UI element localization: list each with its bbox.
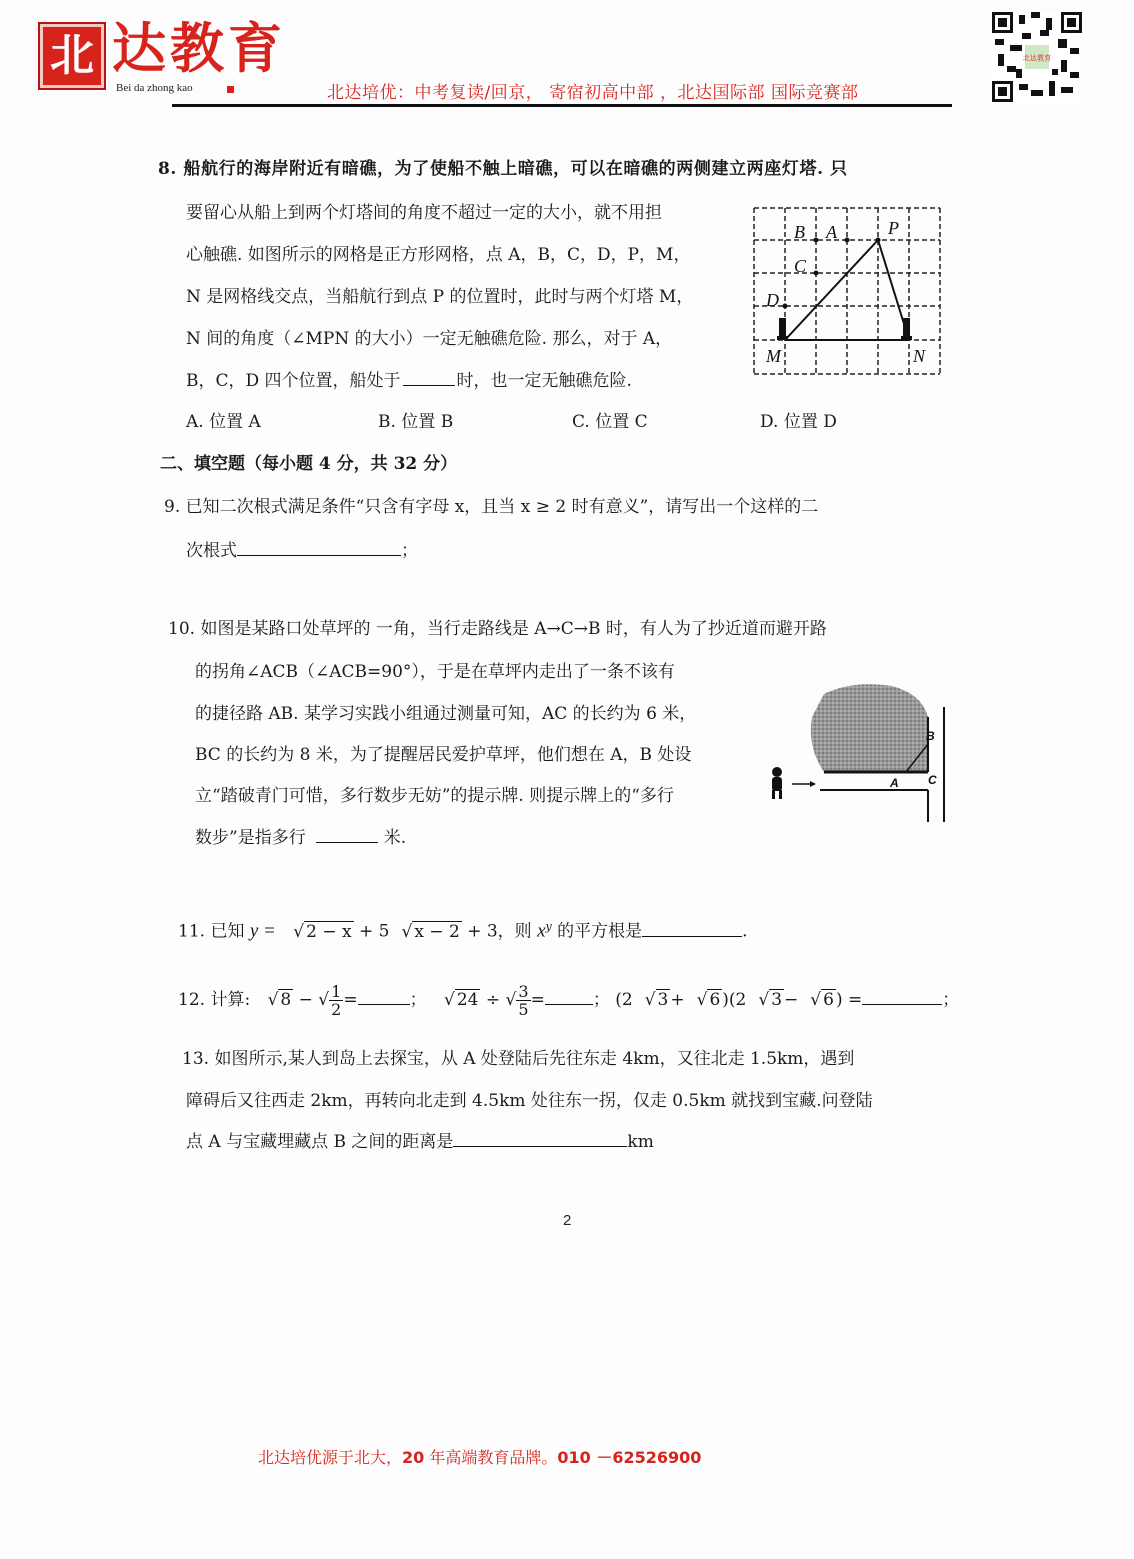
person-icon bbox=[772, 767, 782, 799]
q12-prefix: 12. 计算: bbox=[178, 990, 251, 1010]
label-b: B bbox=[794, 222, 805, 242]
q8-grid-figure bbox=[748, 200, 946, 386]
q11-plus-3: + 3，则 bbox=[467, 921, 532, 942]
label-b: B bbox=[926, 729, 935, 743]
footer bbox=[258, 1445, 701, 1468]
q11-plus-5: + 5 bbox=[359, 921, 390, 942]
label-n: N bbox=[913, 346, 926, 366]
point-a bbox=[845, 238, 850, 243]
q13-line-3 bbox=[186, 1130, 654, 1153]
q8-line-5: N 间的角度（∠MPN 的大小）一定无触礁危险. 那么，对于 A， bbox=[186, 329, 673, 349]
q8-option-d[interactable]: D. 位置 D bbox=[760, 412, 837, 432]
q11-answer-blank[interactable] bbox=[642, 920, 742, 937]
q9-answer-blank[interactable] bbox=[237, 539, 401, 556]
logo-mark-text: 北 bbox=[50, 30, 94, 81]
q8-line-6-a: B，C，D 四个位置，船处于 bbox=[186, 371, 401, 391]
q12-paren-close: ) = bbox=[835, 990, 863, 1010]
q8-option-b[interactable]: B. 位置 B bbox=[378, 412, 454, 432]
q8-line-2: 要留心从船上到两个灯塔间的角度不超过一定的大小，就不用担 bbox=[186, 203, 662, 223]
label-m: M bbox=[766, 346, 781, 366]
q11-suffix: 的平方根是 bbox=[557, 921, 643, 942]
q13-line-2: 障碍后又往西走 2km，再转向北走到 4.5km 处往东一拐，仅走 0.5km 就找到宝藏.问登陆 bbox=[186, 1091, 873, 1111]
q11-end: . bbox=[742, 921, 748, 942]
qr-code-icon bbox=[992, 12, 1082, 102]
q8-answer-blank[interactable] bbox=[403, 369, 455, 386]
q11-prefix: 11. 已知 bbox=[178, 921, 245, 942]
q12-sqrt-3a: √ 3 bbox=[644, 990, 669, 1010]
footer-text-b: 20 bbox=[402, 1448, 425, 1467]
q10-line-6-b: 米. bbox=[383, 828, 407, 848]
q8-line-6-b: 时，也一定无触礁危险. bbox=[456, 371, 632, 391]
q10-line-1: 10. 如图是某路口处草坪的 一角，当行走路线是 A→C→B 时，有人为了抄近道而避开路 bbox=[168, 619, 827, 639]
label-p: P bbox=[888, 218, 899, 238]
q10-line-3: 的捷径路 AB. 某学习实践小组通过测量可知，AC 的长约为 6 米， bbox=[195, 704, 697, 724]
lawn-area bbox=[811, 684, 928, 772]
q9-line-2 bbox=[186, 539, 418, 562]
q12-sqrt-3b: √ 3 bbox=[758, 990, 783, 1010]
q12-sqrt-6a: √ 6 bbox=[696, 990, 721, 1010]
q11-radical-1: √ 2 − x bbox=[293, 921, 352, 942]
q12-minus: − bbox=[298, 990, 313, 1010]
header-slogan: 北达培优：中考复读/回京， 寄宿初高中部 ，北达国际部 国际竞赛部 bbox=[327, 83, 859, 103]
q10-line-5: 立“踏破青门可惜，多行数步无妨”的提示牌. 则提示牌上的“多行 bbox=[195, 786, 674, 806]
q9-line-1: 9. 已知二次根式满足条件“只含有字母 x，且当 x ≥ 2 时有意义”，请写出一个这样的二 bbox=[164, 497, 819, 517]
header-divider bbox=[172, 104, 952, 107]
point-d bbox=[783, 304, 788, 309]
q10-line-6 bbox=[195, 826, 406, 849]
lighthouse-m-icon bbox=[777, 318, 788, 340]
q11-sup-y: y bbox=[545, 920, 552, 933]
q12-sqrt-6b: √ 6 bbox=[810, 990, 834, 1010]
q10-lawn-figure bbox=[762, 672, 952, 822]
q12-end: ； bbox=[942, 990, 960, 1010]
q12-minus-2: − bbox=[784, 990, 799, 1010]
q12-eq-2: = bbox=[530, 990, 545, 1010]
q12-answer-blank-2[interactable] bbox=[545, 988, 593, 1005]
q12-sqrt-24: √ 24 bbox=[444, 990, 479, 1010]
qr-center-label: 北达教育 bbox=[1022, 53, 1052, 63]
q9-line-2-b: ； bbox=[401, 541, 418, 561]
footer-phone: 010 －62526900 bbox=[557, 1448, 702, 1467]
q8-option-a[interactable]: A. 位置 A bbox=[186, 412, 261, 432]
page-number: 2 bbox=[563, 1212, 572, 1229]
point-c bbox=[814, 271, 819, 276]
label-c: C bbox=[928, 773, 937, 787]
q12-eq-1: = bbox=[343, 990, 358, 1010]
footer-text-a: 北达培优源于北大， bbox=[258, 1448, 403, 1467]
label-d: D bbox=[766, 290, 779, 310]
q8-line-6 bbox=[186, 369, 632, 392]
logo-text: 达教育 bbox=[112, 16, 286, 80]
q12-line: 12. 计算: √ 8 − √ $\frac{1}{2}$ = ； √ 24 ÷ √ $\frac{3}{5}$ = ； (2 √ 3 + √ 6 )(2 √ 3 − √ 6 ) = ； bbox=[178, 978, 959, 1022]
point-b bbox=[814, 238, 819, 243]
logo-mark bbox=[38, 22, 106, 90]
footer-text-c: 年高端教育品牌。 bbox=[424, 1448, 558, 1467]
q12-frac-3-5: $\frac{3}{5}$ bbox=[518, 982, 529, 1019]
label-a: A bbox=[890, 776, 899, 790]
q13-line-3-b: km bbox=[627, 1132, 654, 1152]
q12-sep-2: ； bbox=[592, 990, 610, 1010]
q8-option-c[interactable]: C. 位置 C bbox=[572, 412, 648, 432]
logo-subtitle: Bei da zhong kao bbox=[116, 82, 193, 94]
q9-line-2-a: 次根式 bbox=[186, 541, 237, 561]
q12-frac-1-2: $\frac{1}{2}$ bbox=[331, 982, 342, 1019]
q13-line-1: 13. 如图所示,某人到岛上去探宝，从 A 处登陆后先往东走 4km，又往北走 1.5km，遇到 bbox=[182, 1049, 855, 1069]
q12-paren-mid: )(2 bbox=[722, 990, 747, 1010]
q10-line-2: 的拐角∠ACB（∠ACB=90°），于是在草坪内走出了一条不该有 bbox=[195, 662, 675, 682]
q11-line bbox=[178, 916, 748, 943]
q8-line-1: 8. 船航行的海岸附近有暗礁，为了使船不触上暗礁，可以在暗礁的两侧建立两座灯塔. 只 bbox=[158, 159, 848, 179]
q13-line-3-a: 点 A 与宝藏埋藏点 B 之间的距离是 bbox=[186, 1132, 454, 1152]
q12-plus: + bbox=[670, 990, 685, 1010]
q12-answer-blank-3[interactable] bbox=[862, 988, 942, 1005]
q13-answer-blank[interactable] bbox=[453, 1130, 627, 1147]
q12-sep-1: ； bbox=[409, 990, 427, 1010]
q12-div: ÷ bbox=[485, 990, 501, 1010]
q12-paren-open: (2 bbox=[615, 990, 633, 1010]
q11-radical-2: √ x − 2 bbox=[401, 921, 460, 942]
q10-line-6-a: 数步”是指多行 bbox=[195, 828, 306, 848]
q12-sqrt-8: √ 8 bbox=[267, 990, 292, 1010]
q10-answer-blank[interactable] bbox=[316, 826, 378, 843]
label-c: C bbox=[794, 256, 807, 276]
point-p bbox=[876, 238, 881, 243]
logo-square-icon bbox=[227, 86, 234, 93]
q8-line-3: 心触礁. 如图所示的网格是正方形网格，点 A，B，C，D，P，M， bbox=[186, 245, 691, 265]
q11-y-equals: y = bbox=[249, 920, 276, 942]
section-2-title: 二、填空题（每小题 4 分，共 32 分） bbox=[160, 454, 458, 474]
q12-answer-blank-1[interactable] bbox=[358, 988, 410, 1005]
q11-x: x bbox=[537, 920, 546, 942]
q8-line-4: N 是网格线交点，当船航行到点 P 的位置时，此时与两个灯塔 M， bbox=[186, 287, 694, 307]
label-a: A bbox=[826, 222, 837, 242]
q10-line-4: BC 的长约为 8 米，为了提醒居民爱护草坪，他们想在 A，B 处设 bbox=[195, 745, 692, 765]
